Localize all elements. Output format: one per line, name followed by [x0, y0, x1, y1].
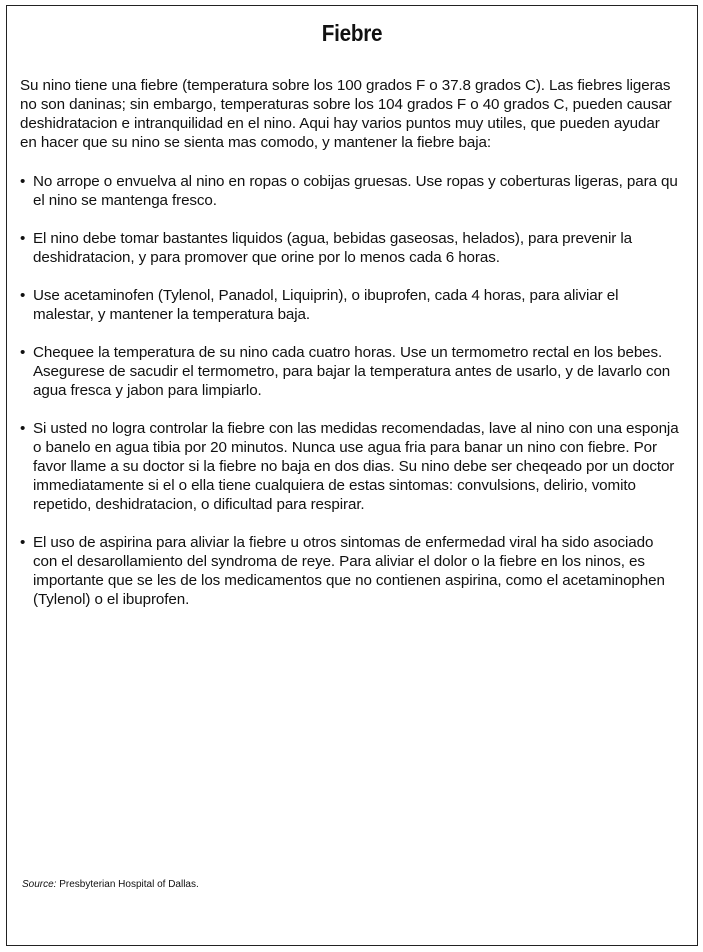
bullet-icon: •	[20, 173, 26, 190]
list-item-text: El nino debe tomar bastantes liquidos (agua, bebidas gaseosas, helados), para prevenir la deshidratacion, y para promover que orine por lo menos cada 6 horas.	[33, 230, 632, 266]
source-note	[22, 879, 199, 891]
source-text: Presbyterian Hospital of Dallas.	[59, 879, 199, 890]
document-title: Fiebre	[321, 20, 383, 46]
bullet-icon: •	[20, 344, 26, 361]
list-item-text: Use acetaminofen (Tylenol, Panadol, Liquiprin), o ibuprofen, cada 4 horas, para aliviar el malestar, y mantener la temperatura baja.	[33, 287, 619, 323]
list-item	[20, 343, 680, 400]
list-item	[20, 172, 680, 210]
source-label: Source:	[22, 879, 57, 890]
document-frame	[6, 5, 698, 946]
list-item	[20, 419, 680, 514]
bullet-icon: •	[20, 287, 26, 304]
intro-paragraph: Su nino tiene una fiebre (temperatura sobre los 100 grados F o 37.8 grados C). Las fiebres ligeras no son daninas; sin embargo, temperaturas sobre los 104 grados F o 40 grados C, pueden causar deshidratacion e intranquilidad en el nino. Aqui hay varios puntos muy utiles, que pueden ayudar en hacer que su nino se sienta mas comodo, y mantener la fiebre baja:	[20, 77, 672, 151]
list-item-text: El uso de aspirina para aliviar la fiebre u otros sintomas de enfermedad viral ha sido asociado con el desarollamiento del syndroma de reye. Para aliviar el dolor o la fiebre en los ninos, es importante que se les de los medicamentos que no contienen aspirina, como el acetaminophen (Tylenol) o el ibuprofen.	[33, 534, 665, 608]
bullet-icon: •	[20, 230, 26, 247]
bullet-icon: •	[20, 534, 26, 551]
list-item-text: Chequee la temperatura de su nino cada cuatro horas. Use un termometro rectal en los bebes. Asegurese de sacudir el termometro, para bajar la temperatura antes de usarlo, y de lavarlo con agua fresca y jabon para limpiarlo.	[33, 344, 671, 399]
document-body	[20, 76, 680, 628]
list-item	[20, 533, 680, 609]
list-item	[20, 286, 680, 324]
list-item	[20, 229, 680, 267]
list-item-text: No arrope o envuelva al nino en ropas o cobijas gruesas. Use ropas y coberturas ligeras, para qu el nino se mantenga fresco.	[33, 173, 678, 209]
bullet-icon: •	[20, 420, 26, 437]
list-item-text: Si usted no logra controlar la fiebre con las medidas recomendadas, lave al nino con una esponja o banelo en agua tibia por 20 minutos. Nunca use agua fria para banar un nino con fiebre. Por favor llame a su doctor si la fiebre no baja en dos dias. Su nino debe ser cheqeado por un doctor immediatamente si el o ella tiene cualquiera de estas sintomas: convulsions, delirio, vomito repetido, deshidratacion, o dificultad para respirar.	[33, 420, 679, 513]
tips-list	[20, 172, 680, 609]
